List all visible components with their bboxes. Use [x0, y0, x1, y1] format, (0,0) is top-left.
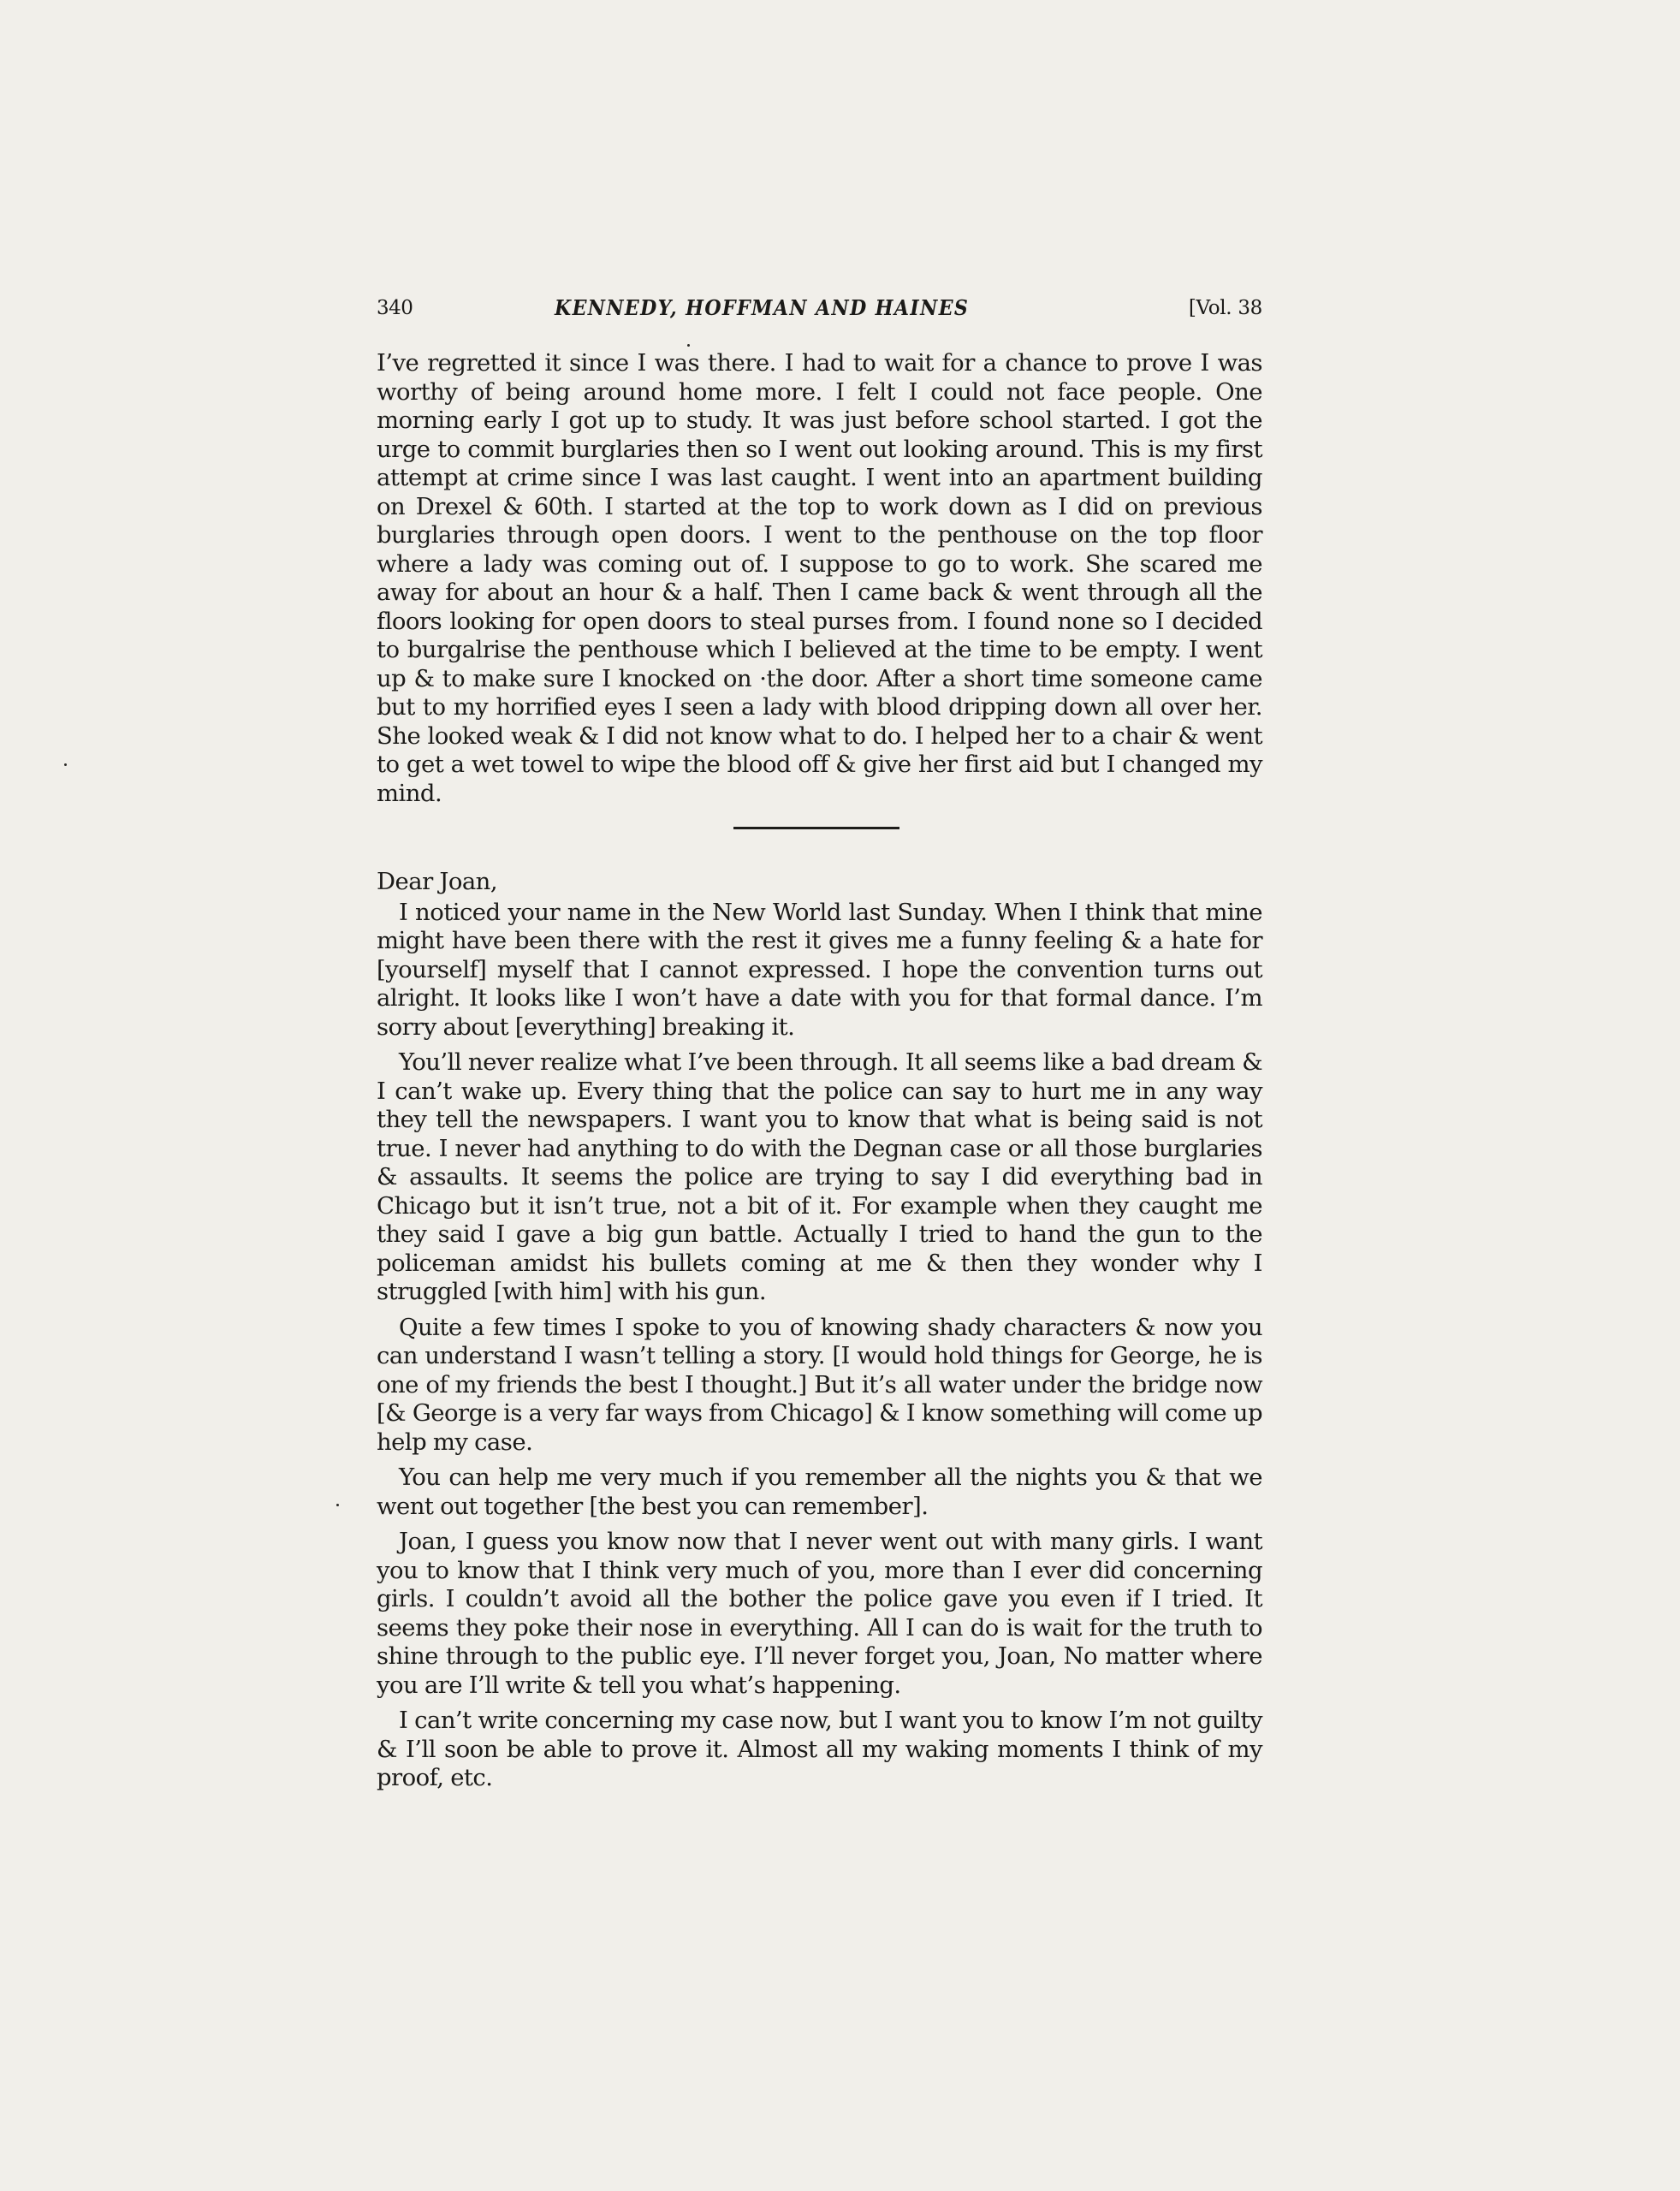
statement-excerpt: [377, 349, 1262, 808]
letter-salutation: Dear Joan,: [377, 868, 498, 895]
section-divider: [377, 808, 1262, 868]
letter-paragraph: Joan, I guess you know now that I never went out with many girls. I want you to know that I think very much of you, more than I ever did concerning girls. I couldn’t avoid all the bother the police gave you even if I tried. It seems they poke their nose in everything. All I can do is wait for the truth to shine through to the public eye. I’ll never forget you, Joan, No matter where you are I’ll write & tell you what’s happening.: [377, 1528, 1262, 1699]
letter-paragraph: I can’t write concerning my case now, but I want you to know I’m not guilty & I’ll soon be able to prove it. Almost all my waking moments I think of my proof, etc.: [377, 1707, 1262, 1791]
volume-number: [Vol. 38: [1188, 297, 1262, 319]
statement-paragraph: I’ve regretted it since I was there. I had to wait for a chance to prove I was worthy of being around home more. I felt I could not face people. One morning early I got up to study. It was just before school started. I got the urge to commit burglaries then so I went out looking around. This is my first attempt at crime since I was last caught. I went into an apartment building on Drexel & 60th. I started at the top to work down as I did on previous burglaries through open doors. I went to the penthouse on the top floor where a lady was coming out of. I suppose to go to work. She scared me away for about an hour & a half. Then I came back & went through all the floors looking for open doors to steal purses from. I found none so I decided to burgalrise the penthouse which I believed at the time to be empty. I went up & to make sure I knocked on ·the door. After a short time someone came but to my horrified eyes I seen a lady with blood dripping down all over her. She looked weak & I did not know what to do. I helped her to a chair & went to get a wet towel to wipe the blood off & give her first aid but I changed my mind.: [377, 349, 1262, 807]
letter-to-joan: [377, 868, 1262, 1793]
letter-paragraph: I noticed your name in the New World last Sunday. When I think that mine might have been there with the rest it gives me a funny feeling & a hate for [yourself] myself that I cannot expressed. I hope the convention turns out alright. It looks like I won’t have a date with you for that formal dance. I’m sorry about [everything] breaking it.: [377, 898, 1262, 1041]
stray-mark: [64, 763, 67, 766]
divider-rule: [733, 827, 899, 829]
letter-paragraph: Quite a few times I spoke to you of knowing shady characters & now you can understand I wasn’t telling a story. [I would hold things for George, he is one of my friends the best I thought.] But it’s all water under the bridge now [& George is a very far ways from Chicago] & I know something will come up help my case.: [377, 1313, 1262, 1456]
letter-paragraph: You can help me very much if you remember all the nights you & that we went out together [the best you can remember].: [377, 1464, 1262, 1520]
journal-page: [377, 291, 1262, 1800]
page-number: 340: [377, 297, 413, 319]
running-title: KENNEDY, HOFFMAN AND HAINES: [555, 295, 970, 320]
running-header: [377, 291, 1262, 325]
stray-mark: [336, 1504, 339, 1506]
letter-paragraph: You’ll never realize what I’ve been through. It all seems like a bad dream & I can’t wake up. Every thing that the police can say to hurt me in any way they tell the newspapers. I want you to know that what is being said is not true. I never had anything to do with the Degnan case or all those burglaries & assaults. It seems the police are trying to say I did everything bad in Chicago but it isn’t true, not a bit of it. For example when they caught me they said I gave a big gun battle. Actually I tried to hand the gun to the policeman amidst his bullets coming at me & then they wonder why I struggled [with him] with his gun.: [377, 1048, 1262, 1305]
